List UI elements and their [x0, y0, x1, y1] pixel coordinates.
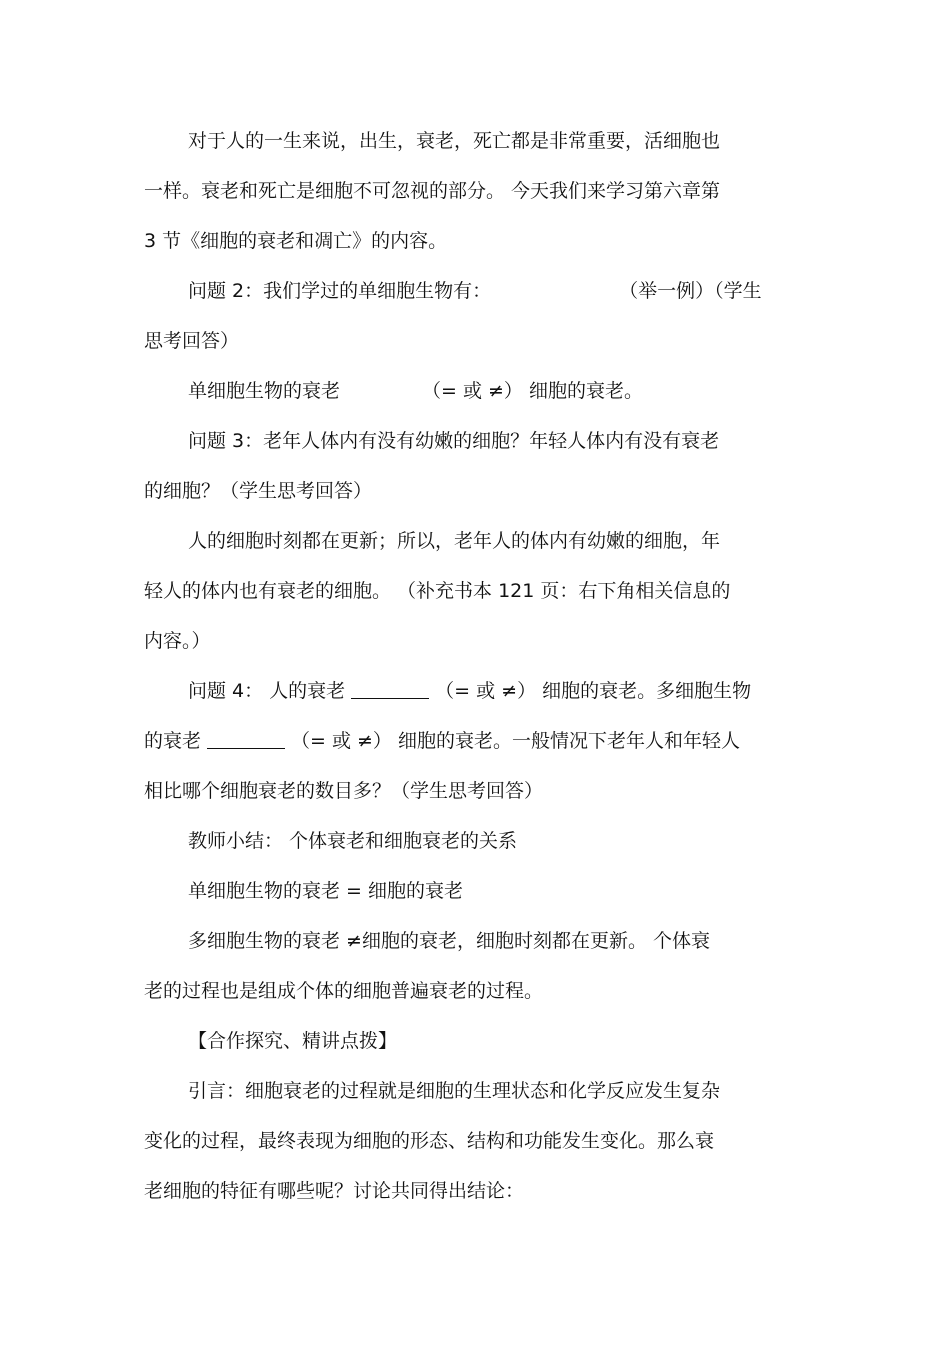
question-4-text-2: 的衰老 [144, 730, 202, 752]
paragraph-line: 多细胞生物的衰老 ≠细胞的衰老，细胞时刻都在更新。 个体衰 [188, 930, 711, 952]
question-2-line [188, 276, 809, 306]
paragraph-line: 人的细胞时刻都在更新；所以，老年人的体内有幼嫩的细胞，年 [188, 530, 721, 552]
paragraph-line: 的细胞？（学生思考回答） [144, 480, 373, 502]
question-4-options-2: （= 或 ≠） 细胞的衰老。一般情况下老年人和年轻人 [291, 730, 740, 752]
answer-blank [351, 678, 429, 699]
question-2-text: 问题 2：我们学过的单细胞生物有： [188, 280, 492, 302]
paragraph-line: 变化的过程，最终表现为细胞的形态、结构和功能发生变化。那么衰 [144, 1130, 715, 1152]
paragraph-line: 引言：细胞衰老的过程就是细胞的生理状态和化学反应发生复杂 [188, 1080, 721, 1102]
paragraph-line: 3 节《细胞的衰老和凋亡》的内容。 [144, 230, 448, 252]
paragraph-line: 思考回答） [144, 330, 240, 352]
paragraph-line: 轻人的体内也有衰老的细胞。 （补充书本 121 页：右下角相关信息的 [144, 580, 731, 602]
fill-in-prefix: 单细胞生物的衰老 [188, 380, 341, 402]
paragraph-line: 相比哪个细胞衰老的数目多？（学生思考回答） [144, 780, 544, 802]
paragraph-line: 一样。衰老和死亡是细胞不可忽视的部分。 今天我们来学习第六章第 [144, 180, 721, 202]
teacher-summary: 教师小结： 个体衰老和细胞衰老的关系 [188, 830, 518, 852]
paragraph-line: 问题 3：老年人体内有没有幼嫩的细胞？年轻人体内有没有衰老 [188, 430, 720, 452]
section-heading: 【合作探究、精讲点拨】 [188, 1030, 398, 1052]
answer-blank [207, 728, 285, 749]
paragraph-line: 内容。） [144, 630, 211, 652]
question-4-line-2 [144, 726, 809, 756]
question-4-options: （= 或 ≠） 细胞的衰老。多细胞生物 [435, 680, 752, 702]
question-4-line [188, 676, 809, 706]
fill-in-line [188, 376, 809, 406]
question-2-hint: （举一例）（学生 [619, 280, 762, 302]
summary-point: 单细胞生物的衰老 = 细胞的衰老 [188, 880, 463, 902]
paragraph-line: 老的过程也是组成个体的细胞普遍衰老的过程。 [144, 980, 544, 1002]
question-4-text: 问题 4： 人的衰老 [188, 680, 346, 702]
paragraph-line: 老细胞的特征有哪些呢？讨论共同得出结论： [144, 1180, 525, 1202]
fill-in-options: （= 或 ≠） 细胞的衰老。 [422, 380, 643, 402]
paragraph-line: 对于人的一生来说，出生，衰老，死亡都是非常重要，活细胞也 [188, 130, 721, 152]
